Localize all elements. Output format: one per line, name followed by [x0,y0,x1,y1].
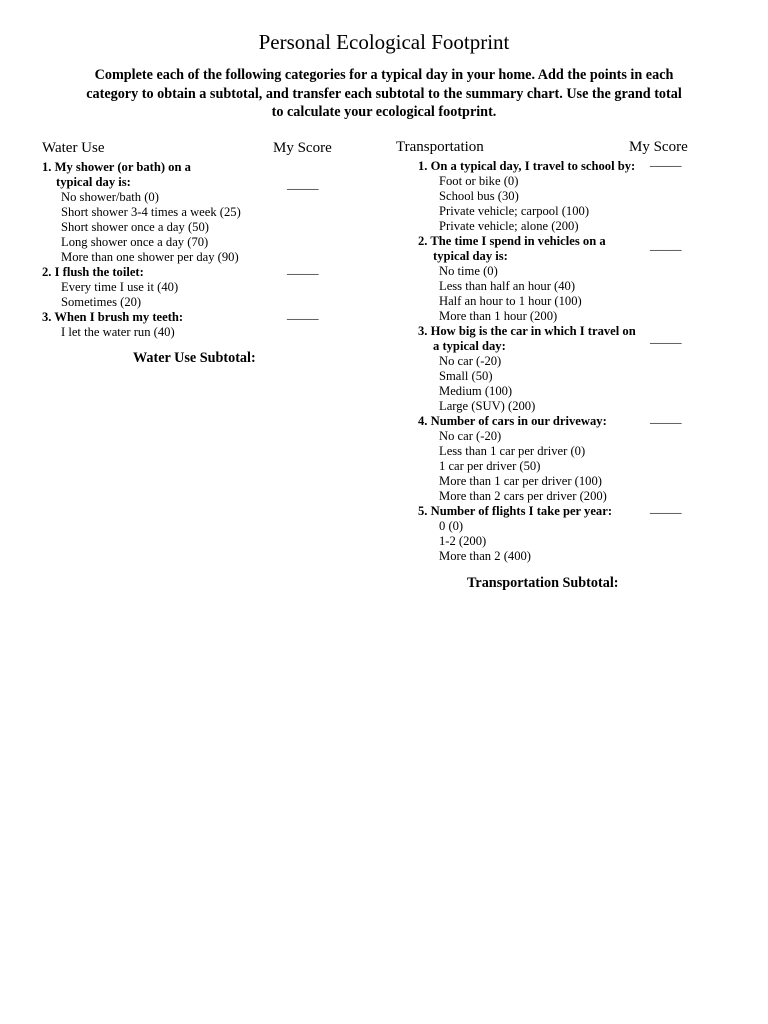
score-blank[interactable]: _____ [650,411,682,425]
score-blank[interactable]: _____ [650,501,682,515]
option-list [396,519,696,564]
question-time-in-vehicles [396,234,696,324]
question-text: 2. The time I spend in vehicles on a [418,234,606,248]
question-text: 5. Number of flights I take per year: [418,504,613,518]
option-list [396,429,696,504]
option-item: Less than half an hour (40) [439,279,576,293]
page-title: Personal Ecological Footprint [258,30,510,54]
question-text: a typical day: [433,339,506,353]
water-use-heading: Water Use [42,140,105,156]
question-cars-in-driveway [396,411,696,504]
option-item: More than 2 cars per driver (200) [439,489,607,503]
option-item: Large (SUV) (200) [439,399,536,413]
option-list [396,354,696,414]
question-text: 1. On a typical day, I travel to school by: [418,159,636,173]
question-toilet [42,262,342,310]
option-list [42,190,342,265]
instructions: Complete each of the following categories for a typical day in your home. Add the points in each category to obtain a subtotal, and transfer each subtotal to the summary chart. Use the grand total to calculate your ecological footprint. [86,67,682,120]
score-blank[interactable]: _____ [650,238,682,252]
my-score-heading: My Score [629,139,688,155]
question-text: 2. I flush the toilet: [42,265,144,279]
score-blank[interactable]: _____ [287,262,319,276]
question-text: 3. How big is the car in which I travel on [418,324,636,338]
option-item: 1-2 (200) [439,534,487,548]
option-item: No car (-20) [439,354,502,368]
option-item: Sometimes (20) [61,295,142,309]
option-item: 0 (0) [439,519,464,533]
option-item: Half an hour to 1 hour (100) [439,294,582,308]
question-text: 4. Number of cars in our driveway: [418,414,607,428]
option-item: 1 car per driver (50) [439,459,541,473]
question-text: typical day is: [56,175,131,189]
option-item: Short shower 3-4 times a week (25) [61,205,241,219]
score-blank[interactable]: _____ [650,154,682,168]
question-car-size [396,324,696,414]
option-item: No time (0) [439,264,498,278]
option-list [396,264,696,324]
my-score-heading: My Score [273,140,332,156]
question-text: typical day is: [433,249,508,263]
water-use-section [42,141,342,366]
option-item: More than 1 car per driver (100) [439,474,602,488]
option-item: More than 2 (400) [439,549,531,563]
question-flights [396,501,696,564]
water-use-subtotal: Water Use Subtotal: [133,350,256,366]
score-blank[interactable]: _____ [650,331,682,345]
option-item: Foot or bike (0) [439,174,519,188]
option-item: No shower/bath (0) [61,190,159,204]
question-text: 3. When I brush my teeth: [42,310,184,324]
option-item: I let the water run (40) [61,325,175,339]
option-item: More than one shower per day (90) [61,250,239,264]
option-item: Private vehicle; carpool (100) [439,204,590,218]
option-item: Short shower once a day (50) [61,220,209,234]
option-list [42,325,342,340]
transportation-heading: Transportation [396,139,484,155]
question-shower [42,160,342,265]
option-list [396,174,696,234]
option-list [42,280,342,310]
score-blank[interactable]: _____ [287,307,319,321]
option-item: Every time I use it (40) [61,280,179,294]
option-item: Less than 1 car per driver (0) [439,444,586,458]
option-item: Medium (100) [439,384,513,398]
score-blank[interactable]: _____ [287,177,319,191]
water-use-header [42,141,342,160]
option-item: Long shower once a day (70) [61,235,209,249]
transportation-subtotal: Transportation Subtotal: [467,575,619,591]
question-text: 1. My shower (or bath) on a [42,160,191,174]
option-item: No car (-20) [439,429,502,443]
option-item: Small (50) [439,369,493,383]
option-item: School bus (30) [439,189,519,203]
question-teeth [42,307,342,340]
option-item: Private vehicle; alone (200) [439,219,579,233]
option-item: More than 1 hour (200) [439,309,558,323]
transportation-section [396,140,696,591]
question-travel-to-school [396,154,696,234]
